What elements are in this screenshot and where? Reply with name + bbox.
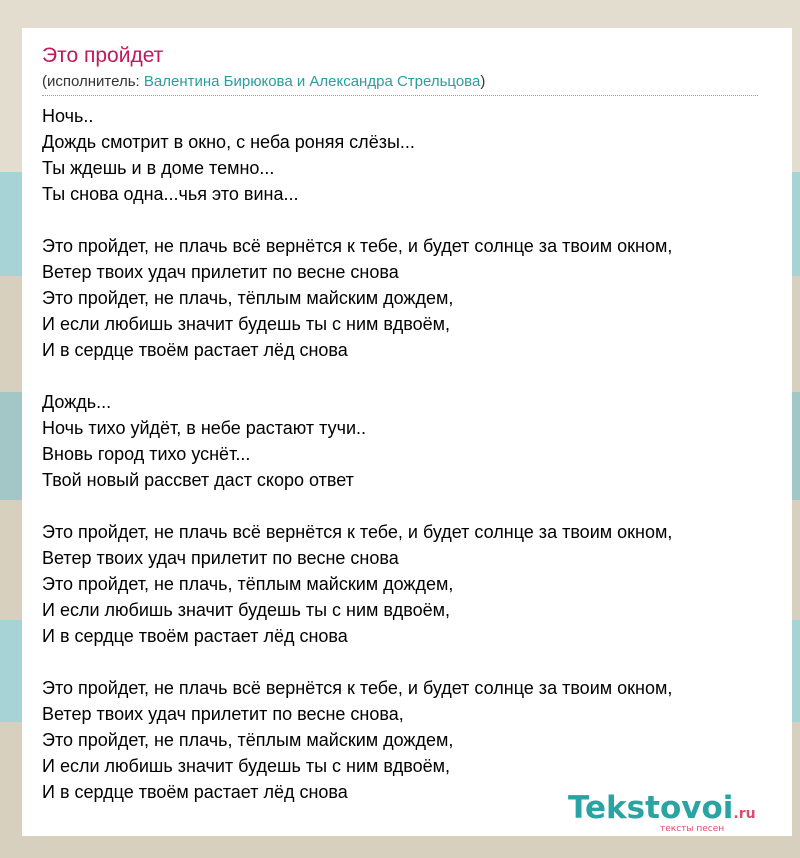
lyric-line: Ты ждешь и в доме темно...	[42, 158, 275, 178]
lyric-line: Это пройдет, не плачь всё вернётся к тебе, и будет солнце за твоим окном,	[42, 236, 673, 256]
lyric-line: И если любишь значит будешь ты с ним вдвоём,	[42, 756, 451, 776]
lyrics-card	[22, 28, 792, 836]
logo-wordmark: Tekstovoi	[568, 790, 734, 826]
lyric-line: Вновь город тихо уснёт...	[42, 444, 251, 464]
lyric-line: Дождь...	[42, 392, 112, 412]
lyric-line: Ветер твоих удач прилетит по весне снова,	[42, 704, 404, 724]
stanza-gap	[42, 207, 782, 233]
lyric-line: И если любишь значит будешь ты с ним вдвоём,	[42, 314, 451, 334]
lyric-line: И в сердце твоём растает лёд снова	[42, 626, 348, 646]
lyric-line: Ночь..	[42, 106, 94, 126]
logo-tagline: тексты песен	[660, 824, 725, 834]
lyric-line: Это пройдет, не плачь, тёплым майским дождем,	[42, 574, 454, 594]
lyric-line: Ты снова одна...чья это вина...	[42, 184, 299, 204]
logo-domain-suffix: .ru	[733, 806, 756, 822]
stanza-gap	[42, 363, 782, 389]
artist-suffix: )	[480, 73, 486, 90]
lyrics-text	[42, 103, 782, 805]
stanza-gap	[42, 649, 782, 675]
lyric-line: И в сердце твоём растает лёд снова	[42, 782, 348, 802]
song-title: Это пройдет	[42, 44, 164, 67]
lyric-line: Ночь тихо уйдёт, в небе растают тучи..	[42, 418, 367, 438]
verse-2	[42, 389, 782, 493]
title-divider	[42, 95, 758, 96]
lyric-line: Это пройдет, не плачь, тёплым майским дождем,	[42, 288, 454, 308]
artist-link[interactable]: Валентина Бирюкова и Александра Стрельцова	[143, 73, 481, 90]
lyric-line: Это пройдет, не плачь всё вернётся к тебе, и будет солнце за твоим окном,	[42, 678, 673, 698]
chorus-3	[42, 675, 782, 805]
lyric-line: Это пройдет, не плачь всё вернётся к тебе, и будет солнце за твоим окном,	[42, 522, 673, 542]
lyric-line: И если любишь значит будешь ты с ним вдвоём,	[42, 600, 451, 620]
lyric-line: И в сердце твоём растает лёд снова	[42, 340, 348, 360]
lyric-line: Это пройдет, не плачь, тёплым майским дождем,	[42, 730, 454, 750]
site-logo[interactable]	[568, 790, 756, 834]
chorus-1	[42, 233, 782, 363]
verse-1	[42, 103, 782, 207]
artist-prefix: (исполнитель:	[42, 73, 144, 90]
artist-line	[42, 73, 485, 90]
lyric-line: Твой новый рассвет даст скоро ответ	[42, 470, 354, 490]
stanza-gap	[42, 493, 782, 519]
lyric-line: Ветер твоих удач прилетит по весне снова	[42, 262, 399, 282]
chorus-2	[42, 519, 782, 649]
lyric-line: Ветер твоих удач прилетит по весне снова	[42, 548, 399, 568]
lyric-line: Дождь смотрит в окно, с неба роняя слёзы...	[42, 132, 415, 152]
